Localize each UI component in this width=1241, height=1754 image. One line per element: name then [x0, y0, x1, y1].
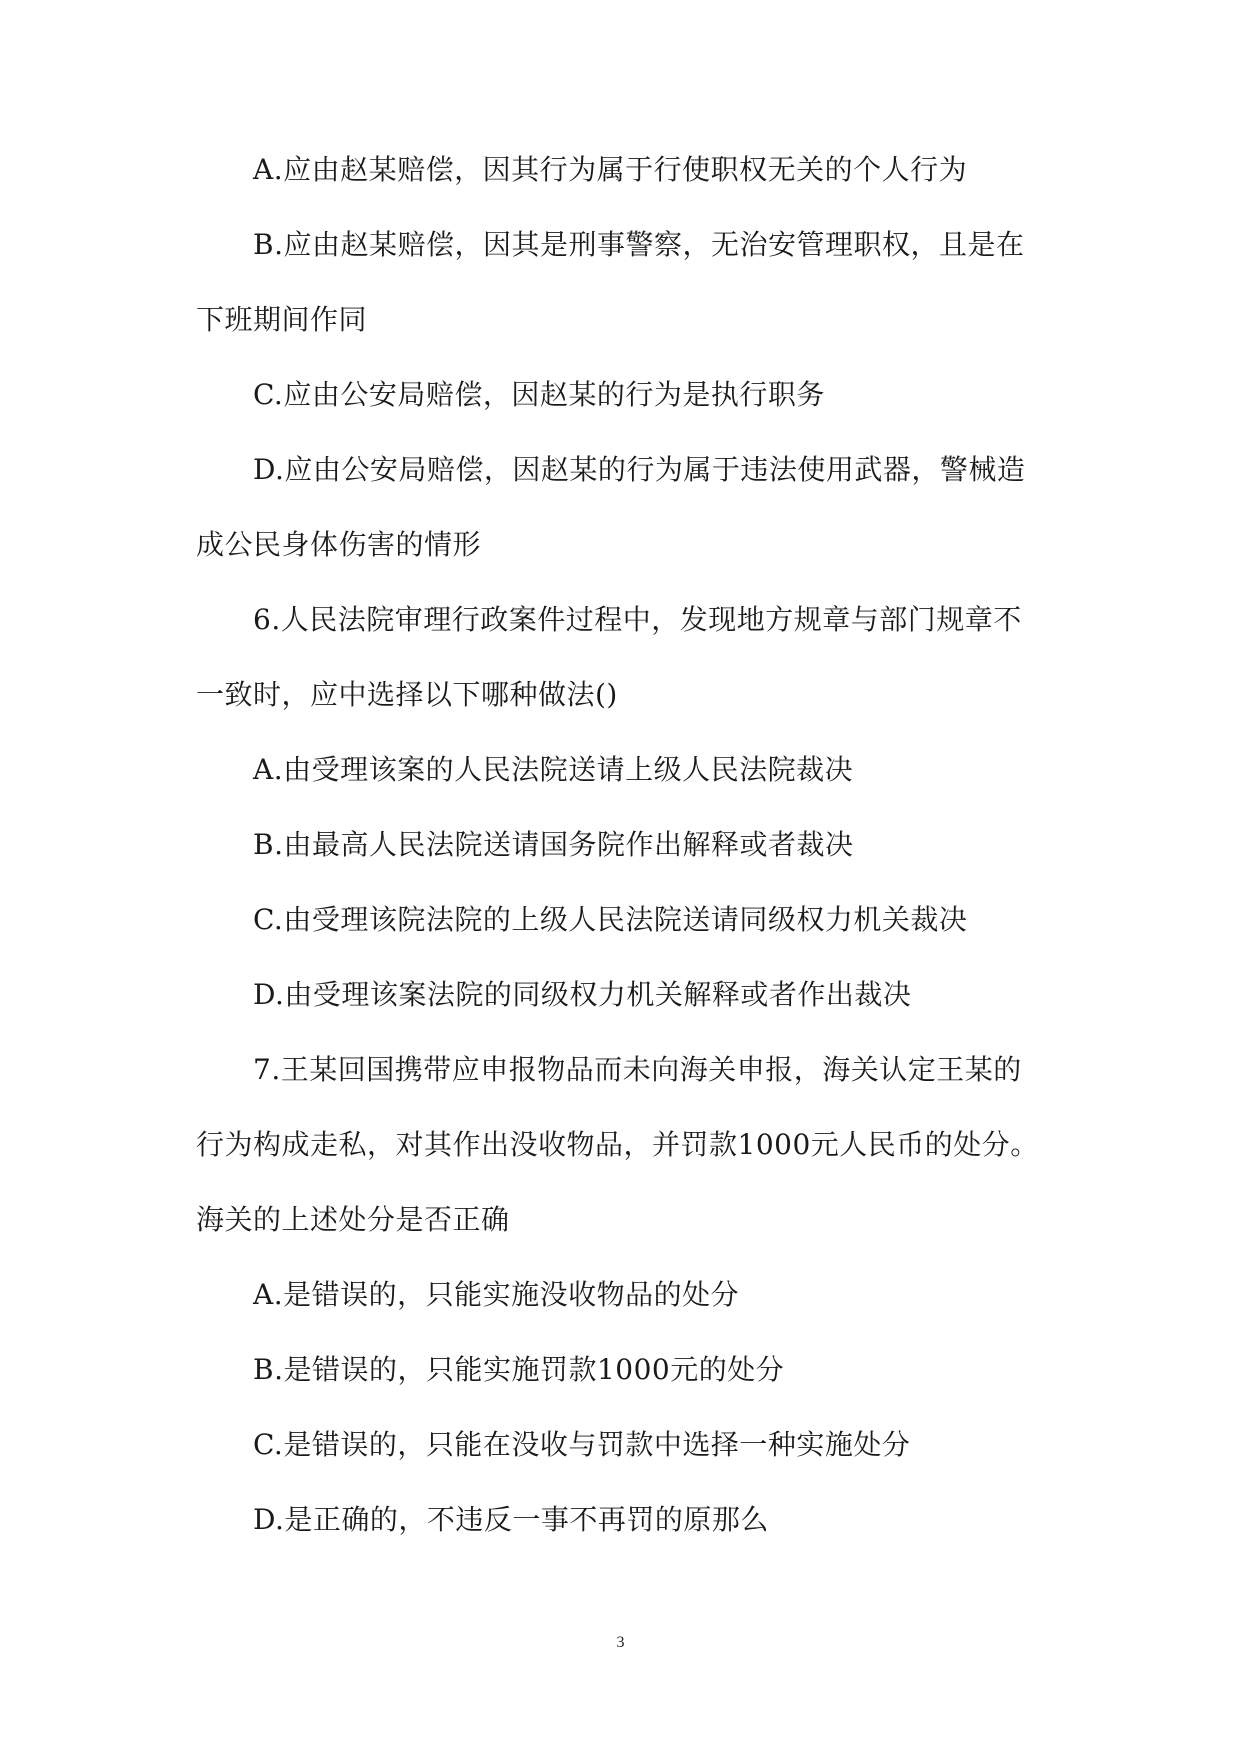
q5-option-d: D.应由公安局赔偿，因赵某的行为属于违法使用武器，警械造 — [253, 453, 1026, 486]
question-7-continued-2: 海关的上述处分是否正确 — [196, 1203, 510, 1236]
q6-option-c: C.由受理该院法院的上级人民法院送请同级权力机关裁决 — [253, 903, 968, 936]
q7-option-a: A.是错误的，只能实施没收物品的处分 — [253, 1278, 740, 1311]
question-7: 7.王某回国携带应申报物品而未向海关申报，海关认定王某的 — [253, 1053, 1022, 1086]
q5-option-c: C.应由公安局赔偿，因赵某的行为是执行职务 — [253, 378, 825, 411]
q7-option-c: C.是错误的，只能在没收与罚款中选择一种实施处分 — [253, 1428, 911, 1461]
q5-option-a: A.应由赵某赔偿，因其行为属于行使职权无关的个人行为 — [253, 153, 968, 186]
question-6: 6.人民法院审理行政案件过程中，发现地方规章与部门规章不 — [253, 603, 1022, 636]
page-number: 3 — [616, 1634, 625, 1651]
question-6-continued: 一致时，应中选择以下哪种做法() — [196, 678, 618, 711]
q7-option-b: B.是错误的，只能实施罚款1000元的处分 — [253, 1353, 785, 1386]
q6-option-a: A.由受理该案的人民法院送请上级人民法院裁决 — [253, 753, 854, 786]
q6-option-b: B.由最高人民法院送请国务院作出解释或者裁决 — [253, 828, 854, 861]
q6-option-d: D.由受理该案法院的同级权力机关解释或者作出裁决 — [253, 978, 912, 1011]
q7-option-d: D.是正确的，不违反一事不再罚的原那么 — [253, 1503, 769, 1536]
q5-option-b-continued: 下班期间作同 — [196, 303, 368, 336]
q5-option-d-continued: 成公民身体伤害的情形 — [196, 528, 482, 561]
q5-option-b: B.应由赵某赔偿，因其是刑事警察，无治安管理职权，且是在 — [253, 228, 1025, 261]
question-7-continued: 行为构成走私，对其作出没收物品，并罚款1000元人民币的处分。 — [196, 1128, 1039, 1161]
